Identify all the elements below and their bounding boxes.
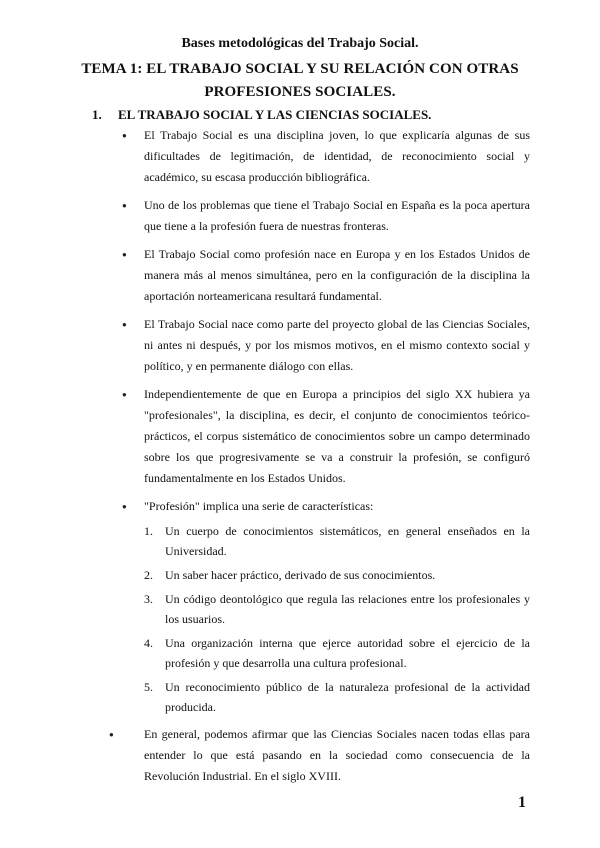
numbered-item bbox=[144, 565, 530, 585]
bullet-list bbox=[122, 125, 530, 794]
page-number: 1 bbox=[518, 794, 526, 811]
bullet-item-profession bbox=[122, 496, 530, 717]
profession-characteristics-list bbox=[144, 521, 530, 717]
item-number: 4. bbox=[144, 636, 153, 650]
topic-title: TEMA 1: EL TRABAJO SOCIAL Y SU RELACIÓN CON OTRAS PROFESIONES SOCIALES. bbox=[81, 61, 519, 100]
item-text: Un reconocimiento público de la naturaleza profesional de la actividad producida. bbox=[165, 680, 530, 714]
bullet-item: ● Uno de los problemas que tiene el Trabajo Social en España es la poca apertura que tiene a la profesión fuera de nuestras fronteras. bbox=[122, 195, 530, 237]
section-number: 1. bbox=[92, 107, 102, 122]
numbered-item bbox=[144, 589, 530, 629]
section-heading bbox=[92, 107, 431, 123]
bullet-item: ● El Trabajo Social como profesión nace en Europa y en los Estados Unidos de manera más al menos simultánea, pero en la configuración de la disciplina la aportación norteamericana resultará fundamental. bbox=[122, 244, 530, 307]
bullet-item-final: ● En general, podemos afirmar que las Ciencias Sociales nacen todas ellas para entender lo que está pasando en la sociedad como consecuencia de la Revolución Industrial. En el siglo XVIII. bbox=[109, 724, 530, 787]
section-heading-text: EL TRABAJO SOCIAL Y LAS CIENCIAS SOCIALES. bbox=[118, 107, 432, 122]
bullet-item-text: "Profesión" implica una serie de características: bbox=[144, 499, 374, 513]
item-text: Un código deontológico que regula las relaciones entre los profesionales y los usuarios. bbox=[165, 592, 530, 626]
numbered-item bbox=[144, 633, 530, 673]
document-title: Bases metodológicas del Trabajo Social. bbox=[181, 36, 419, 51]
item-text: Una organización interna que ejerce autoridad sobre el ejercicio de la profesión y que desarrolla una cultura profesional. bbox=[165, 636, 530, 670]
numbered-item bbox=[144, 677, 530, 717]
item-number: 3. bbox=[144, 592, 153, 606]
item-text: Un saber hacer práctico, derivado de sus conocimientos. bbox=[165, 568, 436, 582]
item-number: 5. bbox=[144, 680, 153, 694]
numbered-item bbox=[144, 521, 530, 561]
bullet-item: ● El Trabajo Social nace como parte del proyecto global de las Ciencias Sociales, ni antes ni después, y por los mismos motivos, en el mismo contexto social y político, y en permanente diálogo con ellas. bbox=[122, 314, 530, 377]
item-text: Un cuerpo de conocimientos sistemáticos, en general enseñados en la Universidad. bbox=[165, 524, 530, 558]
item-number: 1. bbox=[144, 524, 153, 538]
bullet-item: ● El Trabajo Social es una disciplina joven, lo que explicaría algunas de sus dificultades de legitimación, de identidad, de reconocimiento social y académico, su escasa producción bibliográfica. bbox=[122, 125, 530, 188]
bullet-item: ● Independientemente de que en Europa a principios del siglo XX hubiera ya "profesionales", la disciplina, es decir, el conjunto de conocimientos teórico-prácticos, el corpus sistemático de conocimientos sobre un campo determinado sobre los que progresivamente se va a construir la profesión, se configuró fundamentalmente en los Estados Unidos. bbox=[122, 384, 530, 489]
item-number: 2. bbox=[144, 568, 153, 582]
